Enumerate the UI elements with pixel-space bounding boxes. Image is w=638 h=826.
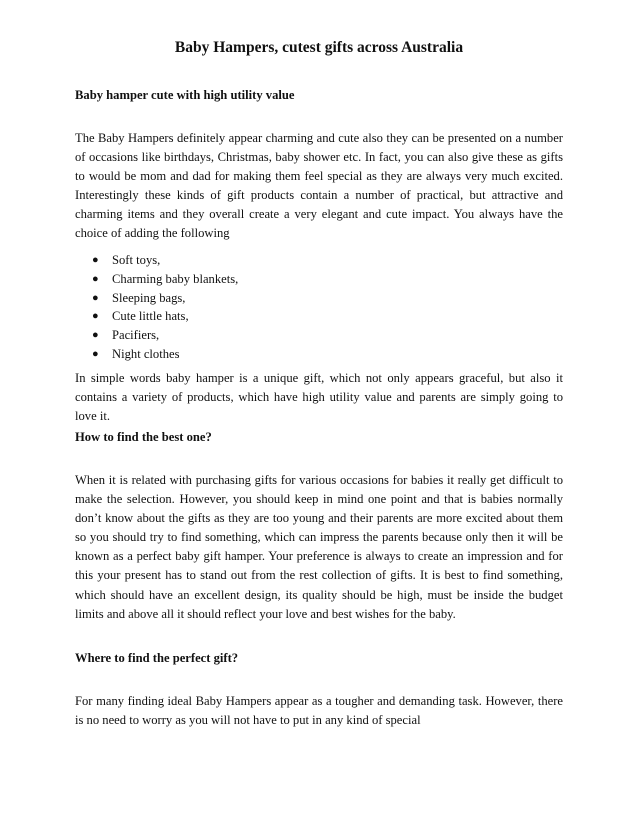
- list-item: [75, 270, 563, 289]
- bullet-icon: ●: [92, 347, 99, 360]
- bullet-icon: ●: [92, 291, 99, 304]
- bullet-icon: ●: [92, 329, 99, 342]
- section-heading-best-one: How to find the best one?: [75, 430, 212, 444]
- document-title: Baby Hampers, cutest gifts across Australia: [174, 39, 464, 56]
- section-heading-perfect-gift: Where to find the perfect gift?: [75, 651, 239, 665]
- section-heading-utility: Baby hamper cute with high utility value: [75, 88, 295, 102]
- closing-paragraph: In simple words baby hamper is a unique gift, which not only appears graceful, but also it contains a variety of products, which have high utility value and parents are simply going to love it.: [75, 371, 563, 424]
- list-item: [75, 251, 563, 270]
- perfect-gift-paragraph: For many finding ideal Baby Hampers appear as a tougher and demanding task. However, there is no need to worry as you will not have to put in any kind of special: [75, 694, 563, 728]
- intro-paragraph: The Baby Hampers definitely appear charming and cute also they can be presented on a number of occasions like birthdays, Christmas, baby shower etc. In fact, you can also give these as gifts to would be mom and dad for making them feel special as they are always very much excited. Interestingly these kinds of gift products contain a number of practical, but attractive and charming items and they overall create a very elegant and cute impact. You always have the choice of adding the following: [75, 131, 563, 241]
- list-item-label: Charming baby blankets,: [112, 271, 239, 286]
- list-item: [75, 345, 563, 364]
- best-one-paragraph: When it is related with purchasing gifts for various occasions for babies it really get difficult to make the selection. However, you should keep in mind one point and that is babies normally don’t know about the gifts as they are too young and their parents are more excited about them so you should try to find something, which can impress the parents because only then it will be known as a perfect baby gift hamper. Your preference is always to create an impression and for this your present has to stand out from the rest collection of gifts. It is best to find something, which should have an excellent design, its quality should be high, must be inside the budget limits and above all it should reflect your love and best wishes for the baby.: [75, 473, 563, 621]
- list-item-label: Soft toys,: [112, 253, 161, 267]
- bullet-icon: ●: [92, 272, 99, 285]
- list-item-label: Cute little hats,: [112, 309, 189, 324]
- list-item-label: Pacifiers,: [112, 328, 160, 343]
- list-item: [75, 289, 563, 308]
- list-item-label: Night clothes: [112, 346, 180, 361]
- bullet-icon: ●: [92, 310, 99, 323]
- bullet-icon: ●: [92, 254, 99, 266]
- hamper-items-list: [75, 251, 563, 364]
- list-item: [75, 307, 563, 326]
- list-item-label: Sleeping bags,: [112, 290, 186, 305]
- list-item: [75, 326, 563, 345]
